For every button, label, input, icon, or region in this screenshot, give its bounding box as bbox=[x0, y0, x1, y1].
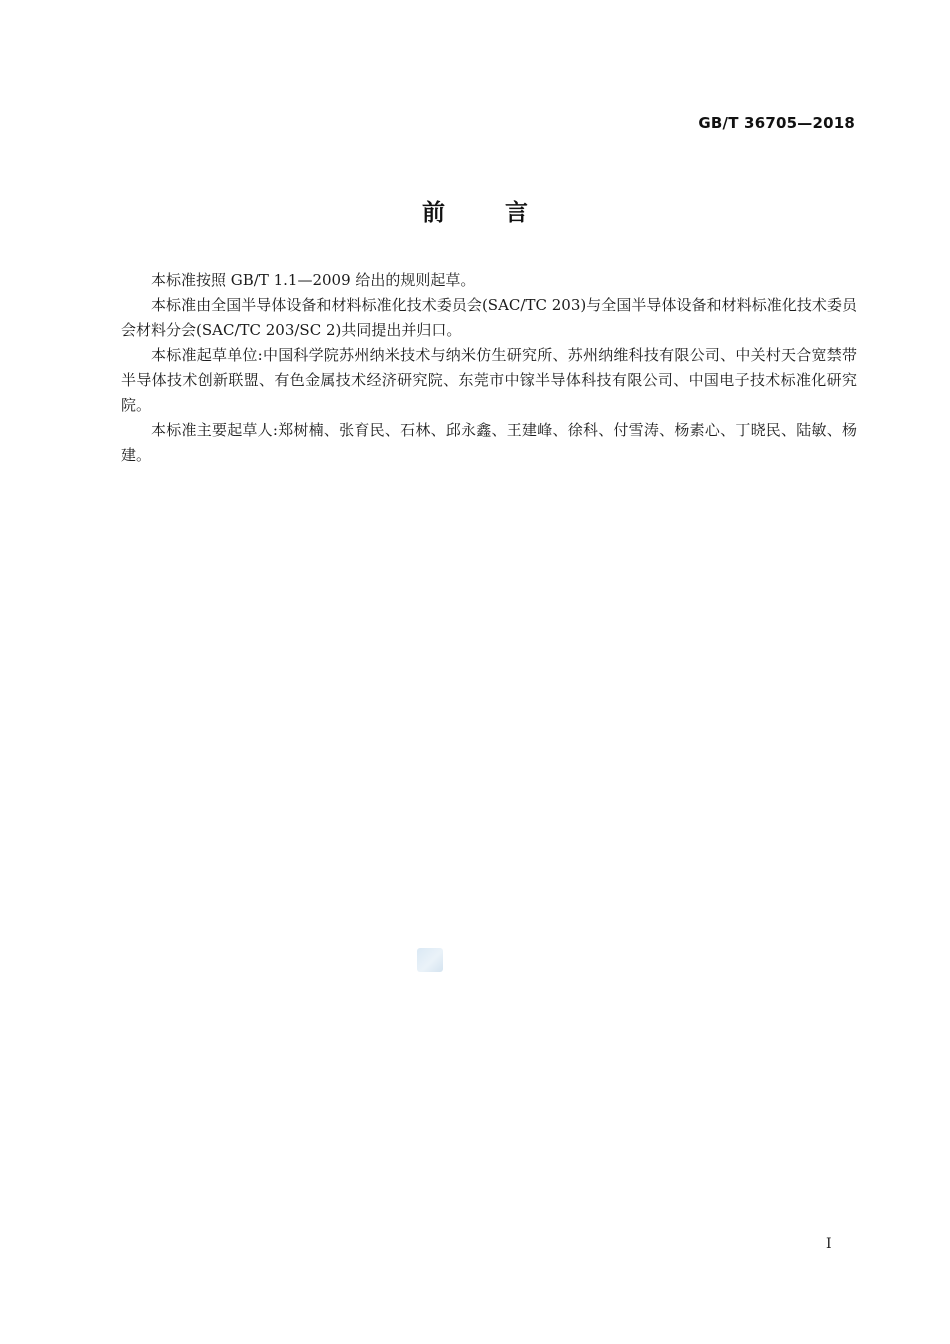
paragraph-drafters: 本标准主要起草人:郑树楠、张育民、石林、邱永鑫、王建峰、徐科、付雪涛、杨素心、丁晓民、陆敏、杨建。 bbox=[121, 421, 857, 464]
watermark-logo bbox=[417, 948, 443, 972]
paragraph-proposer: 本标准由全国半导体设备和材料标准化技术委员会(SAC/TC 203)与全国半导体设备和材料标准化技术委员会材料分会(SAC/TC 203/SC 2)共同提出并归口。 bbox=[121, 296, 857, 339]
paragraph-drafting-rules: 本标准按照 GB/T 1.1—2009 给出的规则起草。 bbox=[151, 271, 476, 289]
page-title: 前言 bbox=[422, 200, 588, 226]
standard-code: GB/T 36705—2018 bbox=[698, 114, 855, 132]
paragraph-drafting-units: 本标准起草单位:中国科学院苏州纳米技术与纳米仿生研究所、苏州纳维科技有限公司、中关村天合宽禁带半导体技术创新联盟、有色金属技术经济研究院、东莞市中镓半导体科技有限公司、中国电子技术标准化研究院。 bbox=[121, 346, 857, 414]
page-number: I bbox=[826, 1236, 832, 1252]
preface-body bbox=[121, 268, 857, 468]
